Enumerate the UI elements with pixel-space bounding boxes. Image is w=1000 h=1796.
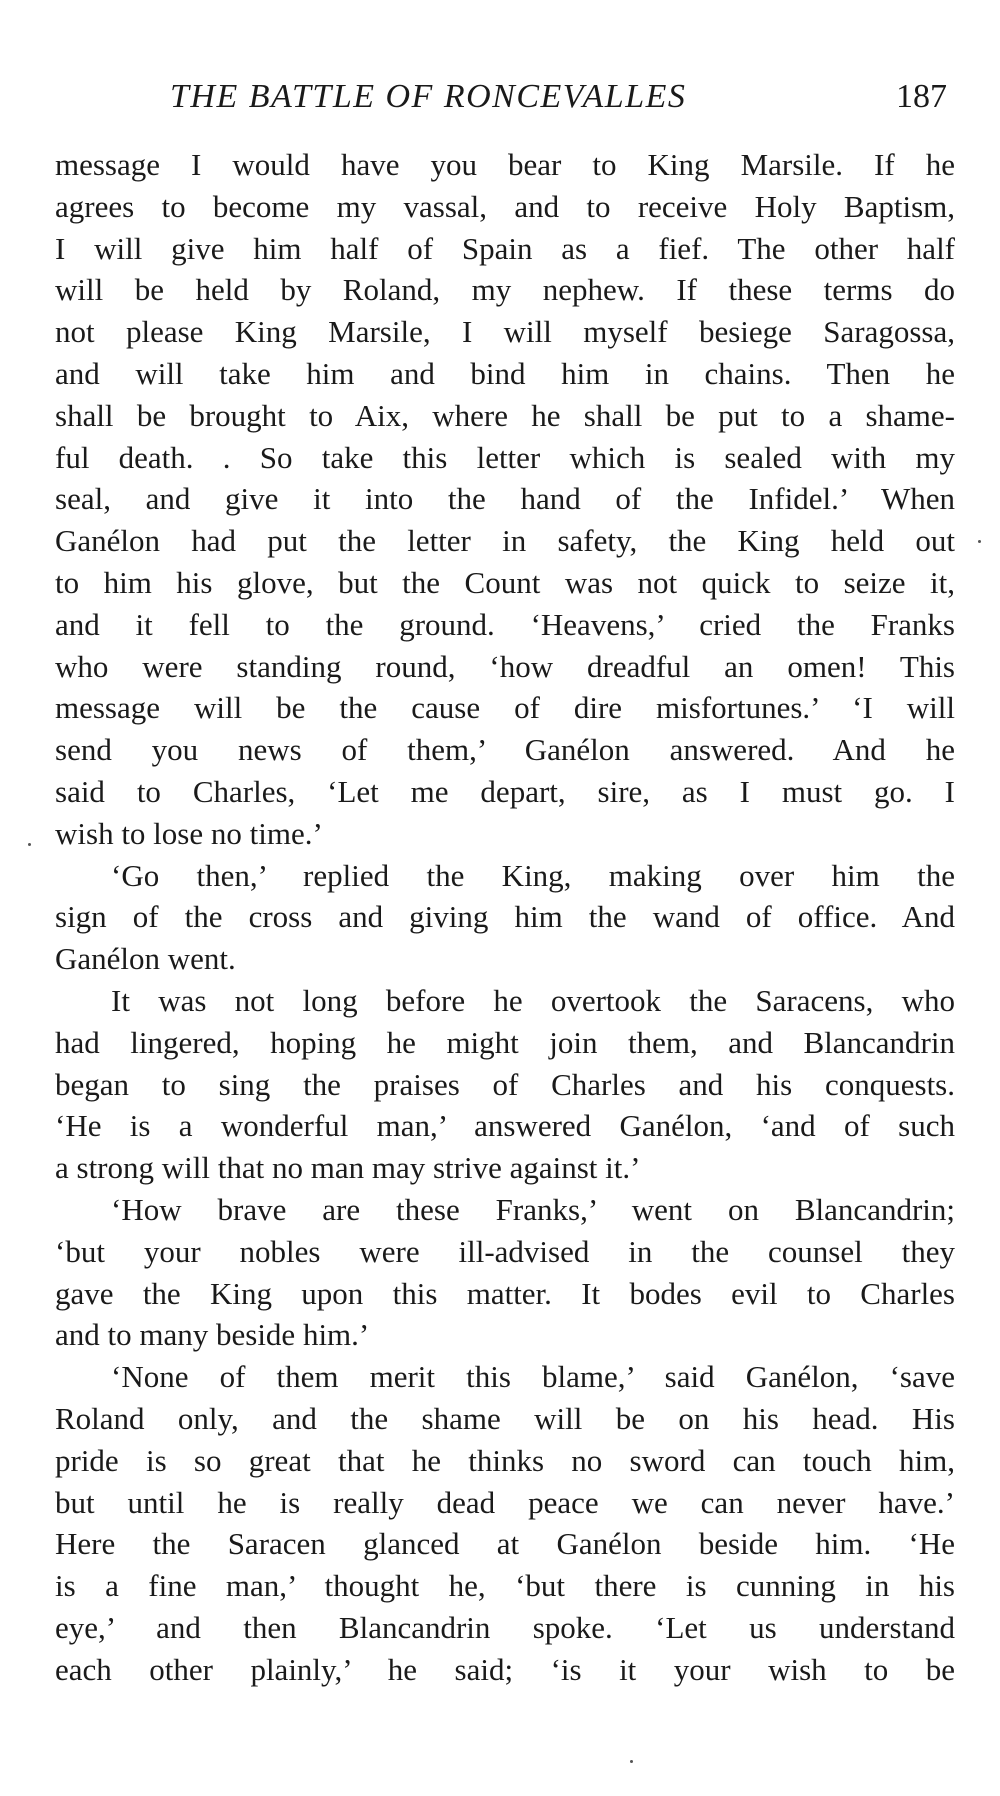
text-line: ‘None of them merit this blame,’ said Ganélon, ‘save <box>111 1359 955 1395</box>
text-line: shall be brought to Aix, where he shall be put to a shame- <box>55 397 955 433</box>
text-line: send you news of them,’ Ganélon answered. And he <box>55 732 955 768</box>
text-line: Here the Saracen glanced at Ganélon beside him. ‘He <box>55 1526 955 1562</box>
body-text <box>55 144 955 1690</box>
print-speck <box>28 843 31 846</box>
text-line: said to Charles, ‘Let me depart, sire, as I must go. I <box>55 773 955 809</box>
running-title: THE BATTLE OF RONCEVALLES <box>170 78 687 115</box>
text-line: gave the King upon this matter. It bodes evil to Charles <box>55 1275 955 1311</box>
text-line: Ganélon had put the letter in safety, the King held out <box>55 523 955 559</box>
text-line: wish to lose no time.’ <box>55 815 323 851</box>
running-head <box>55 78 955 130</box>
text-line: and to many beside him.’ <box>55 1317 370 1353</box>
text-line: ‘Go then,’ replied the King, making over him the <box>111 857 955 893</box>
text-line: had lingered, hoping he might join them, and Blancandrin <box>55 1024 955 1060</box>
text-line: began to sing the praises of Charles and his conquests. <box>55 1066 955 1102</box>
text-line: eye,’ and then Blancandrin spoke. ‘Let us understand <box>55 1609 955 1645</box>
text-line: to him his glove, but the Count was not quick to seize it, <box>55 564 955 600</box>
text-line: who were standing round, ‘how dreadful an omen! This <box>55 648 955 684</box>
book-page <box>55 78 955 1690</box>
text-line: sign of the cross and giving him the wand of office. And <box>55 899 955 935</box>
text-line: is a fine man,’ thought he, ‘but there is cunning in his <box>55 1568 955 1604</box>
text-line: ‘How brave are these Franks,’ went on Blancandrin; <box>111 1191 955 1227</box>
text-line: and it fell to the ground. ‘Heavens,’ cried the Franks <box>55 606 955 642</box>
text-line: and will take him and bind him in chains. Then he <box>55 355 955 391</box>
text-line: Ganélon went. <box>55 941 236 977</box>
text-line: It was not long before he overtook the Saracens, who <box>111 982 955 1018</box>
text-line: ful death. . So take this letter which is sealed with my <box>55 439 955 475</box>
text-line: seal, and give it into the hand of the Infidel.’ When <box>55 481 955 517</box>
text-line: will be held by Roland, my nephew. If these terms do <box>55 272 955 308</box>
text-line: agrees to become my vassal, and to receive Holy Baptism, <box>55 188 955 224</box>
text-line: ‘He is a wonderful man,’ answered Ganélon, ‘and of such <box>55 1108 955 1144</box>
print-speck <box>630 1760 633 1763</box>
text-line: Roland only, and the shame will be on his head. His <box>55 1400 955 1436</box>
text-line: message will be the cause of dire misfortunes.’ ‘I will <box>55 690 955 726</box>
text-line: ‘but your nobles were ill-advised in the counsel they <box>55 1233 955 1269</box>
text-line: each other plainly,’ he said; ‘is it your wish to be <box>55 1651 955 1687</box>
page-number: 187 <box>896 78 947 115</box>
print-speck <box>978 540 981 543</box>
text-line: not please King Marsile, I will myself besiege Saragossa, <box>55 314 955 350</box>
text-line: message I would have you bear to King Marsile. If he <box>55 147 955 182</box>
text-line: a strong will that no man may strive against it.’ <box>55 1150 641 1186</box>
text-line: I will give him half of Spain as a fief. The other half <box>55 230 955 266</box>
text-line: but until he is really dead peace we can never have.’ <box>55 1484 955 1520</box>
text-line: pride is so great that he thinks no sword can touch him, <box>55 1442 955 1478</box>
